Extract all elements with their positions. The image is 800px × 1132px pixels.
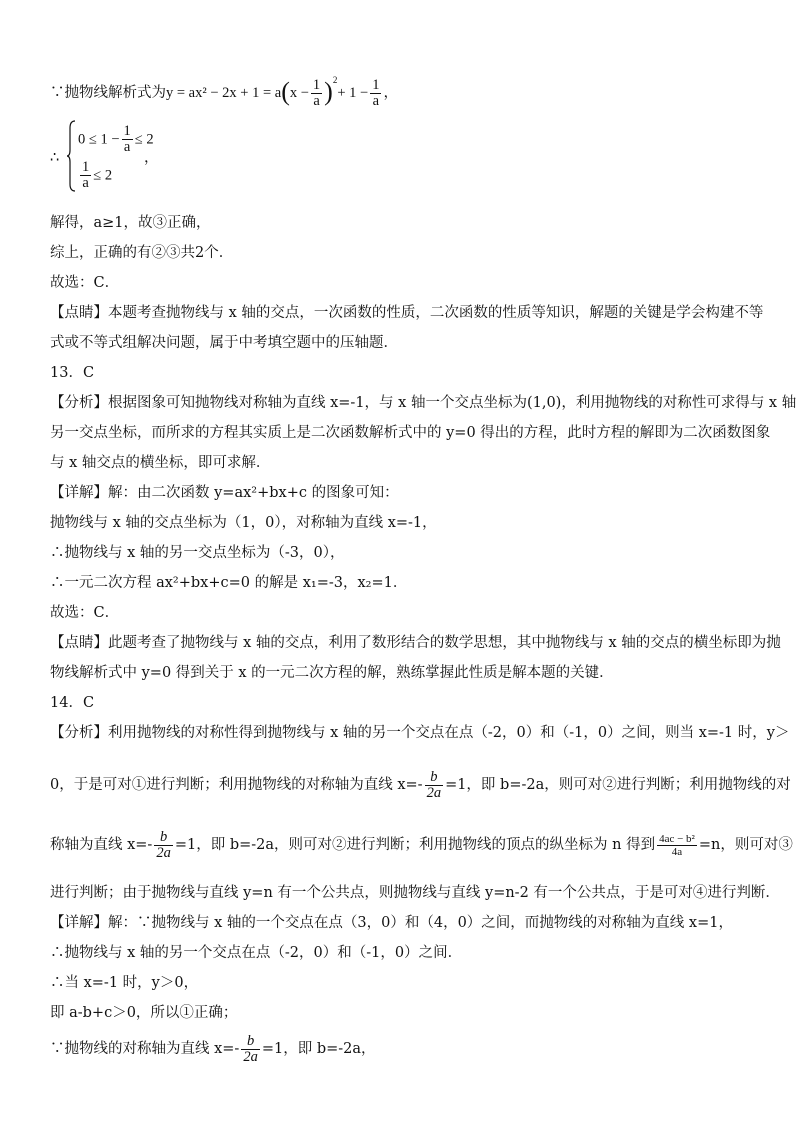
text-line: 解得，a≥1，故③正确， bbox=[50, 215, 211, 231]
inequality-row-2: $\frac{1}{a}$ ≤ 2 bbox=[82, 159, 113, 191]
text-line: 式或不等式组解决问题，属于中考填空题中的压轴题． bbox=[50, 335, 398, 351]
text-line: 物线解析式中 y=0 得到关于 x 的一元二次方程的解，熟练掌握此性质是解本题的关键． bbox=[50, 665, 614, 681]
text-line-with-fraction: 称轴为直线 x=- $\frac{b}{2a}$ =1，即 b=-2a，则可对②进行判断；利用抛物线的顶点的纵坐标为 n 得到 $\frac{\text{4ac − b²}}{4a}$ =n，则可对③ bbox=[50, 828, 793, 861]
fraction-b-over-2a: $\frac{b}{2a}$ bbox=[426, 768, 442, 801]
text-comma: ， bbox=[144, 150, 159, 166]
question-number: 13．C bbox=[50, 365, 95, 381]
question-number: 14．C bbox=[50, 695, 95, 711]
text-line: ∴抛物线与 x 轴的另一交点坐标为（-3，0）， bbox=[50, 545, 345, 561]
text-line: 故选：C． bbox=[50, 275, 120, 291]
therefore-symbol: ∴ bbox=[50, 150, 60, 166]
eq-left: y = ax² − 2x + 1 = a bbox=[166, 85, 282, 101]
fraction-b-over-2a: $\frac{b}{2a}$ bbox=[156, 828, 171, 861]
text-line: 即 a-b+c＞0，所以①正确； bbox=[50, 1005, 238, 1021]
left-brace-icon bbox=[66, 120, 76, 192]
fraction-1-over-a: $\frac{1}{a}$ bbox=[372, 76, 380, 109]
equation-line-1 bbox=[50, 64, 398, 109]
text-line: ∴一元二次方程 ax²+bx+c=0 的解是 x₁=-3，x₂=1． bbox=[50, 575, 408, 591]
fraction-1-over-a: $\frac{1}{a}$ bbox=[82, 159, 90, 191]
paren-open: ( bbox=[281, 77, 290, 106]
text-line: 【点睛】此题考查了抛物线与 x 轴的交点，利用了数形结合的数学思想，其中抛物线与 x 轴的交点的横坐标即为抛 bbox=[50, 635, 781, 651]
text-line: 【分析】利用抛物线的对称性得到抛物线与 x 轴的另一个交点在点（-2，0）和（-1，0）之间，则当 x=-1 时，y＞ bbox=[50, 725, 790, 741]
paren-close: ) bbox=[324, 77, 333, 106]
text-line: 【分析】根据图象可知抛物线对称轴为直线 x=-1，与 x 轴一个交点坐标为(1,0)，利用抛物线的对称性可求得与 x 轴 bbox=[50, 395, 797, 411]
text-line-with-fraction: 0，于是可对①进行判断；利用抛物线的对称轴为直线 x=- $\frac{b}{2a}$ =1，即 b=-2a，则可对②进行判断；利用抛物线的对 bbox=[50, 768, 791, 801]
fraction-b-over-2a: $\frac{b}{2a}$ bbox=[243, 1032, 258, 1065]
fraction-vertex-ordinate: $\frac{\text{4ac − b²}}{4a}$ bbox=[659, 832, 695, 858]
fraction-1-over-a: $\frac{1}{a}$ bbox=[123, 123, 131, 155]
text-line: 抛物线与 x 轴的交点坐标为（1，0），对称轴为直线 x=-1， bbox=[50, 515, 437, 531]
text-line: ∴当 x=-1 时，y＞0， bbox=[50, 975, 199, 991]
text-line: 【点睛】本题考查抛物线与 x 轴的交点，一次函数的性质，二次函数的性质等知识，解题的关键是学会构建不等 bbox=[50, 305, 764, 321]
text-line: 故选：C． bbox=[50, 605, 120, 621]
text-line: 综上，正确的有②③共2个． bbox=[50, 245, 234, 261]
square-exponent: 2 bbox=[332, 75, 338, 85]
text-line-with-fraction: ∵抛物线的对称轴为直线 x=- $\frac{b}{2a}$ =1，即 b=-2a， bbox=[50, 1032, 376, 1065]
text-line: 【详解】解：由二次函数 y=ax²+bx+c 的图象可知： bbox=[50, 485, 399, 501]
text-segment: ∵抛物线解析式为 bbox=[50, 85, 166, 101]
text-line: 进行判断；由于抛物线与直线 y=n 有一个公共点，则抛物线与直线 y=n-2 有一个公共点，于是可对④进行判断． bbox=[50, 885, 780, 901]
text-line: 与 x 轴交点的横坐标，即可求解． bbox=[50, 455, 271, 471]
text-line: 【详解】解：∵抛物线与 x 轴的一个交点在点（3，0）和（4，0）之间，而抛物线的对称轴为直线 x=1， bbox=[50, 915, 733, 931]
text-segment: ， bbox=[383, 85, 398, 101]
inequality-row-1: 0 ≤ 1 − $\frac{1}{a}$ ≤ 2 bbox=[78, 123, 154, 155]
eq-x: x − bbox=[289, 85, 309, 101]
text-line: ∴抛物线与 x 轴的另一个交点在点（-2，0）和（-1，0）之间． bbox=[50, 945, 463, 961]
eq-after: + 1 − bbox=[337, 85, 369, 101]
text-line: 另一交点坐标，而所求的方程其实质上是二次函数解析式中的 y=0 得出的方程，此时方程的解即为二次函数图象 bbox=[50, 425, 771, 441]
fraction-1-over-a: $\frac{1}{a}$ bbox=[312, 76, 321, 109]
